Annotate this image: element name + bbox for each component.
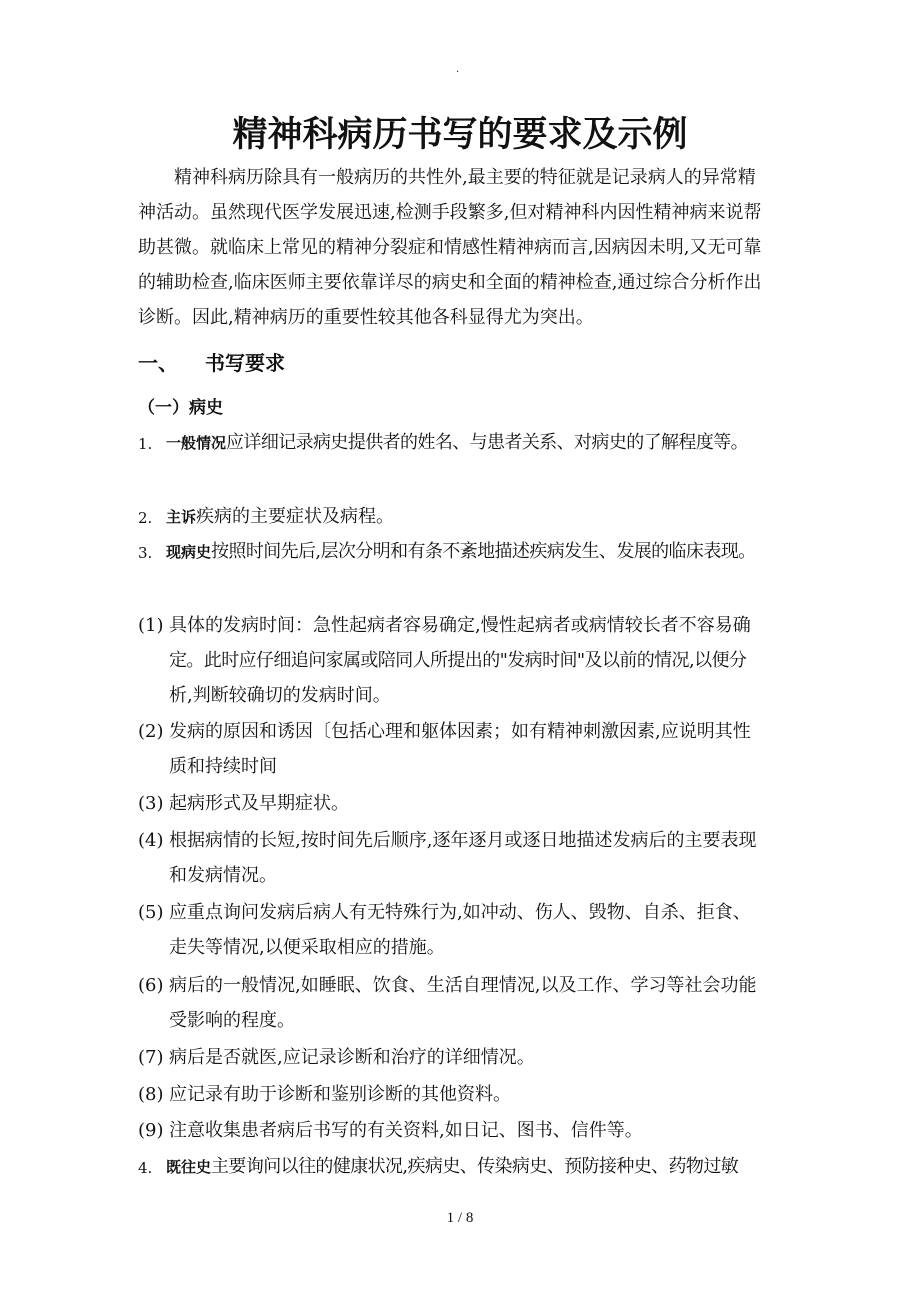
subitem-line: 质和持续时间	[169, 756, 277, 777]
item-line	[166, 1155, 738, 1179]
section-title: 书写要求	[205, 351, 285, 375]
subitem-number: (5)	[138, 902, 164, 923]
item-label: 主诉	[166, 508, 197, 526]
subitem-line: 起病形式及早期症状。	[169, 793, 349, 814]
subitem-line: 定。此时应仔细追问家属或陪同人所提出的"发病时间"及以前的情况,以便分	[169, 650, 747, 671]
subitem-number: (1)	[138, 615, 164, 636]
subsection-title: （一）病史	[138, 398, 223, 418]
subitem-number: (2)	[138, 721, 164, 742]
item-line	[166, 505, 394, 529]
subitem-number: (8)	[138, 1084, 164, 1105]
item-label: 现病史	[166, 543, 212, 561]
item-line	[166, 431, 748, 455]
subitem-line: 和发病情况。	[169, 865, 277, 886]
subitem-number: (7)	[138, 1047, 164, 1068]
subitem-number: (9)	[138, 1120, 164, 1141]
subitem-line: 走失等情况,以便采取相应的措施。	[169, 937, 445, 958]
item-text: 应详细记录病史提供者的姓名、与患者关系、对病史的了解程度等。	[226, 432, 749, 453]
intro-line-2: 神活动。虽然现代医学发展迅速,检测手段繁多,但对精神科内因性精神病来说帮	[138, 202, 762, 223]
subitem-line: 受影响的程度。	[169, 1010, 295, 1031]
subitem-line: 析,判断较确切的发病时间。	[169, 685, 391, 706]
subitem-number: (6)	[138, 975, 164, 996]
item-text: 按照时间先后,层次分明和有条不紊地描述疾病发生、发展的临床表现。	[211, 541, 756, 562]
item-label: 一般情况	[166, 434, 227, 452]
item-number: 1.	[138, 435, 153, 453]
item-line	[166, 540, 756, 564]
item-number: 3.	[138, 544, 153, 562]
subitem-line: 根据病情的长短,按时间先后顺序,逐年逐月或逐日地描述发病后的主要表现	[169, 830, 757, 851]
subitem-line: 病后的一般情况,如睡眠、饮食、生活自理情况,以及工作、学习等社会功能	[169, 975, 757, 996]
item-number: 2.	[138, 509, 153, 527]
intro-line-4: 的辅助检查,临床医师主要依靠详尽的病史和全面的精神检查,通过综合分析作出	[138, 272, 762, 293]
header-mark: .	[456, 64, 460, 75]
item-text: 疾病的主要症状及病程。	[196, 506, 395, 527]
section-number: 一、	[138, 351, 178, 375]
subitem-number: (4)	[138, 830, 164, 851]
subitem-line: 应重点询问发病后病人有无特殊行为,如冲动、伤人、毁物、自杀、拒食、	[169, 902, 751, 923]
item-label: 既往史	[166, 1158, 212, 1176]
intro-line-5: 诊断。因此,精神病历的重要性较其他各科显得尤为突出。	[138, 307, 594, 328]
subitem-line: 病后是否就医,应记录诊断和治疗的详细情况。	[169, 1047, 535, 1068]
item-number: 4.	[138, 1159, 153, 1177]
subitem-number: (3)	[138, 793, 164, 814]
page-number: 1 / 8	[446, 1210, 474, 1226]
subitem-line: 具体的发病时间：急性起病者容易确定,慢性起病者或病情较长者不容易确	[169, 615, 751, 636]
subitem-line: 注意收集患者病后书写的有关资料,如日记、图书、信件等。	[169, 1120, 643, 1141]
document-title: 精神科病历书写的要求及示例	[232, 115, 688, 155]
subitem-line: 应记录有助于诊断和鉴别诊断的其他资料。	[169, 1084, 511, 1105]
intro-line-1: 精神科病历除具有一般病历的共性外,最主要的特征就是记录病人的异常精	[174, 167, 756, 188]
intro-line-3: 助甚微。就临床上常见的精神分裂症和情感性精神病而言,因病因未明,又无可靠	[138, 237, 762, 258]
subitem-line: 发病的原因和诱因〔包括心理和躯体因素；如有精神刺激因素,应说明其性	[169, 721, 751, 742]
item-text: 主要询问以往的健康状况,疾病史、传染病史、预防接种史、药物过敏	[211, 1156, 739, 1177]
